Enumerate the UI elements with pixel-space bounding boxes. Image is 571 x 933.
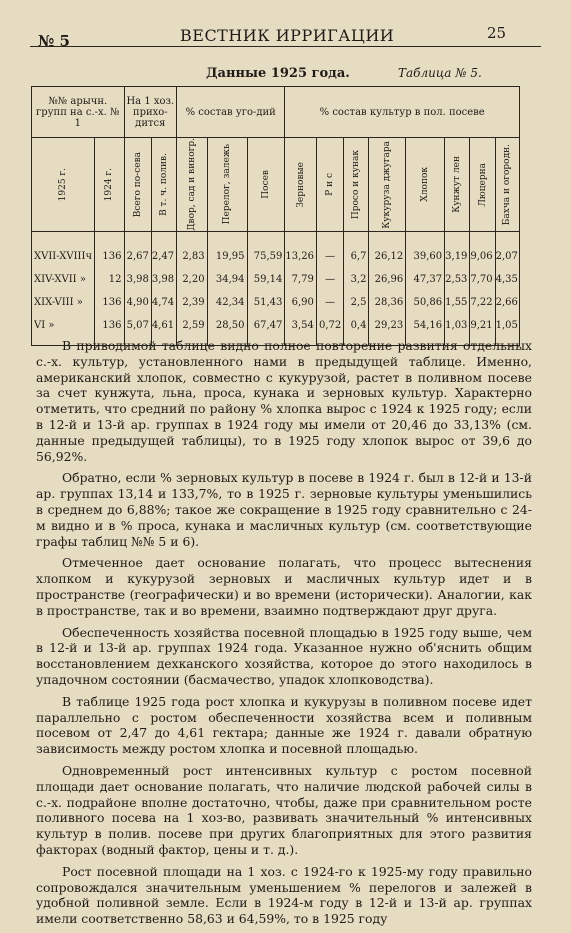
col-irrigated: В т. ч. полив.: [151, 138, 176, 232]
table-row: XVII-XVIIIч 136 2,67 2,47 2,83 19,95 75,59 13,26 — 6,7 26,12 39,60 3,19 9,06 2,07: [32, 240, 520, 263]
col-lucerne: Люцерна: [470, 138, 495, 232]
col-sowing: Посев: [247, 138, 285, 232]
table-row: VI » 136 5,07 4,61 2,59 28,50 67,47 3,54 0,72 0,4 29,23 54,16 1,03 9,21 1,05: [32, 309, 520, 346]
page-number: 25: [487, 24, 507, 42]
paragraph: Отмеченное дает основание полагать, что процесс вытеснения хлопком и кукурузой зерновых и масличных культур идет и в пространстве (географически) и во времени (исторически). Аналогии, как в пространстве, так и во времени, взаимно подтверждают друг друга.: [36, 555, 532, 618]
paragraph: Одновременный рост интенсивных культур с ростом посевной площади дает основание полагать, что наличие людской рабочей силы в с.-х. подрайоне вполне достаточно, чтобы, даже при сравнительном росте поливного посева на 1 хоз-во, развивать значительный % интенсивных культур в полив. посеве при других благоприятных для этого развития факторах (водный фактор, цены и т. д.).: [36, 762, 532, 857]
col-fallow: Перелог, залежь: [207, 138, 247, 232]
col-melon: Бахча и огородн.: [495, 138, 519, 232]
crop-header: % состав культур в пол. посеве: [285, 87, 520, 138]
col-millet: Просо и кунак: [344, 138, 369, 232]
table-title: Данные 1925 года.: [206, 66, 350, 81]
header-rule: [30, 46, 541, 47]
farm-header: На 1 хоз. прихо-дится: [124, 87, 177, 138]
col-grain: Зерновые: [285, 138, 317, 232]
col-sesame: Кунжут лен: [445, 138, 470, 232]
issue-number: № 5: [38, 32, 70, 50]
data-table-1925: [31, 86, 520, 346]
table-number: Таблица № 5.: [398, 66, 482, 80]
col-yard: Двор, сад и виногр.: [177, 138, 207, 232]
paragraph: В таблице 1925 года рост хлопка и кукурузы в поливном посеве идет параллельно с ростом обеспеченности хозяйства всем и поливным посевом от 2,47 до 4,61 гектара; данные же 1924 г. давали обратную зависимость между ростом хлопка и посевной площадью.: [36, 693, 532, 757]
col-cotton: Хлопок: [406, 138, 445, 232]
land-header: % состав уго-дий: [177, 87, 285, 138]
journal-title: ВЕСТНИК ИРРИГАЦИИ: [180, 26, 395, 45]
col-1924: 1924 г.: [95, 138, 124, 232]
group-header: №№ арычн. групп на с.-х. № 1: [32, 87, 125, 138]
paragraph: Обратно, если % зерновых культур в посеве в 1924 г. был в 12-й и 13-й ар. группах 13,14 и 133,7%, то в 1925 г. зерновые культуры уменьшились в среднем до 6,88%; такое же сокращение в 1925 году сравнительно с 24-м видно и в % проса, кунака и масличных культур (см. соответствующие графы таблиц №№ 5 и 6).: [36, 470, 532, 549]
col-rice: Р и с: [316, 138, 343, 232]
paragraph: Обеспеченность хозяйства посевной площадью в 1925 году выше, чем в 12-й и 13-й ар. группах 1924 года. Указанное нужно об'яснить общим восстановлением дехканского хозяйства, которое до этого находилось в упадочном состоянии (басмачество, упадок хлопководства).: [36, 624, 532, 687]
table-row: XIV-XVII » 12 3,98 3,98 2,20 34,94 59,14 7,79 — 3,2 26,96 47,37 2,53 7,70 4,35: [32, 263, 520, 286]
paragraph: В приводимой таблице видно полное повторение развития отдельных с.-х. культур, установленного нами в предыдущей таблице. Именно, американский хлопок, совместно с кукурузой, растет в поливном посеве за счет кунжута, льна, проса, кунака и зерновых культур. Характерно отметить, что средний по району % хлопка вырос с 1924 к 1925 году; если в 12-й и 13-й ар. группах в 1924 году мы имели от 20,46 до 33,13% (см. данные предыдущей таблицы), то в 1925 году хлопок вырос от 39,6 до 56,92%.: [36, 338, 532, 464]
article-body: [36, 338, 532, 933]
col-total: Всего по-сева: [124, 138, 151, 232]
paragraph: Рост посевной площади на 1 хоз. с 1924-го к 1925-му году правильно сопровождался значительным уменьшением % перелогов и залежей в удобной поливной земле. Если в 1924-м году в 12-й и 13-й ар. группах имели соответственно 58,63 и 64,59%, то в 1925 году: [36, 863, 532, 927]
col-maize: Кукуруза джугара: [369, 138, 406, 232]
col-1925: 1925 г.: [32, 138, 95, 232]
table-row: XIX-VIII » 136 4,90 4,74 2,39 42,34 51,43 6,90 — 2,5 28,36 50,86 1,55 7,22 2,66: [32, 286, 520, 309]
